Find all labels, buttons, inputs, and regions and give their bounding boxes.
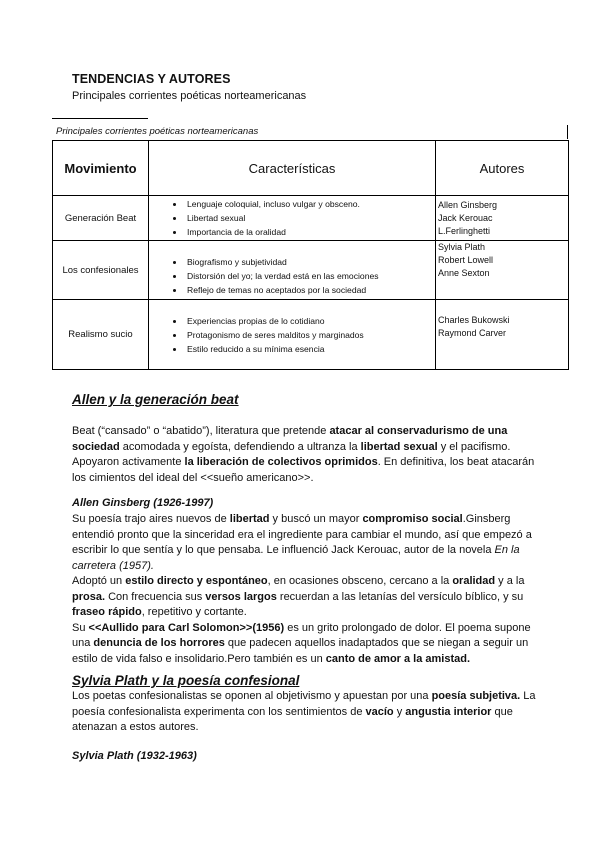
features-cell: [149, 300, 436, 370]
feature-item: • Protagonismo de seres malditos y marginados: [185, 328, 435, 342]
header-movement: Movimiento: [53, 141, 149, 196]
text-run: angustia interior: [405, 705, 492, 718]
text-run: vacío: [365, 705, 394, 718]
author-name: Jack Kerouac: [438, 212, 493, 223]
text-run: y buscó un mayor: [269, 513, 363, 525]
text-run: En la carretera (1957).: [72, 544, 520, 572]
movement-cell: Los confesionales: [53, 241, 149, 300]
text-run: es un grito prolongado de dolor. El poema supone una: [72, 621, 531, 649]
page-title: TENDENCIAS Y AUTORES: [72, 72, 231, 86]
text-run: recuerdan a las letanías del versículo bíblico, y su: [276, 590, 524, 603]
author-name: Anne Sexton: [438, 268, 490, 278]
text-run: libertad sexual: [360, 440, 438, 453]
text-run: , en ocasiones obsceno, cercano a la: [267, 575, 453, 587]
authors-cell: [436, 241, 569, 300]
text-run: <<Aullido para Carl Solomon>>(1956): [88, 621, 285, 634]
table-row: [53, 196, 569, 241]
caption-divider: [52, 118, 148, 119]
text-run: la liberación de colectivos oprimidos: [184, 456, 378, 468]
text-run: y: [393, 705, 406, 718]
section-heading-confessional: Sylvia Plath y la poesía confesional: [72, 673, 300, 688]
text-run: fraseo rápido: [72, 606, 142, 618]
movement-cell: Realismo sucio: [53, 300, 149, 370]
table-caption: Principales corrientes poéticas norteamericanas: [52, 125, 568, 139]
section-heading-beat: Allen y la generación beat: [72, 392, 239, 407]
ginsberg-paragraph: [72, 512, 536, 667]
table-row: [53, 300, 569, 370]
plath-heading: Sylvia Plath (1932-1963): [72, 750, 197, 762]
features-cell: [149, 196, 436, 241]
text-run: y el pacifismo. Apoyaron activamente: [72, 440, 511, 468]
author-name: Robert Lowell: [438, 255, 494, 265]
header-features: Características: [149, 141, 436, 196]
beat-intro-paragraph: [72, 424, 536, 486]
author-name: Sylvia Plath: [438, 242, 486, 252]
feature-item: • Reflejo de temas no aceptados por la sociedad: [185, 283, 435, 297]
table-header-row: [53, 141, 569, 196]
ginsberg-heading: Allen Ginsberg (1926-1997): [72, 497, 214, 509]
page-subtitle: Principales corrientes poéticas norteamericanas: [72, 90, 307, 102]
text-run: Su: [72, 621, 89, 634]
text-run: . En definitiva, los beat atacarán los cimientos del ideal del <<sueño americano>>.: [72, 456, 535, 484]
text-run: acomodada y egoísta, defendiendo a ultranza la: [119, 440, 361, 453]
confessional-intro-paragraph: [72, 689, 536, 736]
feature-item: • Lenguaje coloquial, incluso vulgar y obsceno.: [185, 197, 435, 211]
features-cell: [149, 241, 436, 300]
authors-cell: [436, 196, 569, 241]
text-run: que atenazan a estos autores.: [72, 705, 513, 733]
text-run: estilo directo y espontáneo: [125, 575, 268, 587]
text-run: versos largos: [205, 590, 277, 603]
feature-item: • Estilo reducido a su mínima esencia: [185, 342, 435, 356]
text-run: .Ginsberg entendió pronto que la sinceridad era el ingrediente para cambiar el mundo, así que empezó a escribir lo que sentía y lo que pensaba. Le influenció Jack Kerouac, autor de la novela: [72, 513, 532, 556]
author-name: Raymond Carver: [438, 328, 507, 338]
author-name: Charles Bukowski: [438, 315, 510, 325]
text-run: atacar al conservadurismo de una sociedad: [72, 425, 508, 453]
text-run: La poesía confesionalista experimenta con los sentimientos de: [72, 690, 536, 718]
trends-table: [52, 140, 569, 370]
text-run: poesía subjetiva.: [431, 690, 521, 702]
text-run: denuncia de los horrores: [93, 637, 225, 649]
text-run: prosa.: [72, 590, 106, 603]
feature-item: • Libertad sexual: [185, 211, 435, 225]
table-row: [53, 241, 569, 300]
authors-cell: [436, 300, 569, 370]
feature-item: • Experiencias propias de lo cotidiano: [185, 314, 435, 328]
author-name: L.Ferlinghetti: [438, 225, 491, 236]
text-run: Con frecuencia sus: [105, 590, 206, 603]
movement-cell: Generación Beat: [53, 196, 149, 241]
text-run: que padecen aquellos inadaptados que se niegan a seguir un estilo de vida falso e insolidario.Pero también es un: [72, 637, 529, 665]
text-run: Beat (“cansado” o “abatido”), literatura que pretende: [72, 425, 330, 437]
author-name: Allen Ginsberg: [438, 199, 498, 210]
feature-item: • Importancia de la oralidad: [185, 225, 435, 239]
text-run: compromiso social: [362, 513, 463, 525]
text-run: y a la: [495, 575, 525, 587]
feature-item: • Distorsión del yo; la verdad está en las emociones: [185, 269, 435, 283]
header-authors: Autores: [436, 141, 569, 196]
text-run: Los poetas confesionalistas se oponen al objetivismo y apuestan por una: [72, 690, 432, 702]
text-run: canto de amor a la amistad.: [325, 652, 471, 665]
text-run: Adoptó un: [72, 575, 126, 587]
feature-item: • Biografismo y subjetividad: [185, 255, 435, 269]
text-run: Su poesía trajo aires nuevos de: [72, 513, 230, 525]
text-run: libertad: [229, 513, 270, 525]
text-run: , repetitivo y cortante.: [141, 606, 247, 618]
text-run: oralidad: [452, 575, 496, 587]
